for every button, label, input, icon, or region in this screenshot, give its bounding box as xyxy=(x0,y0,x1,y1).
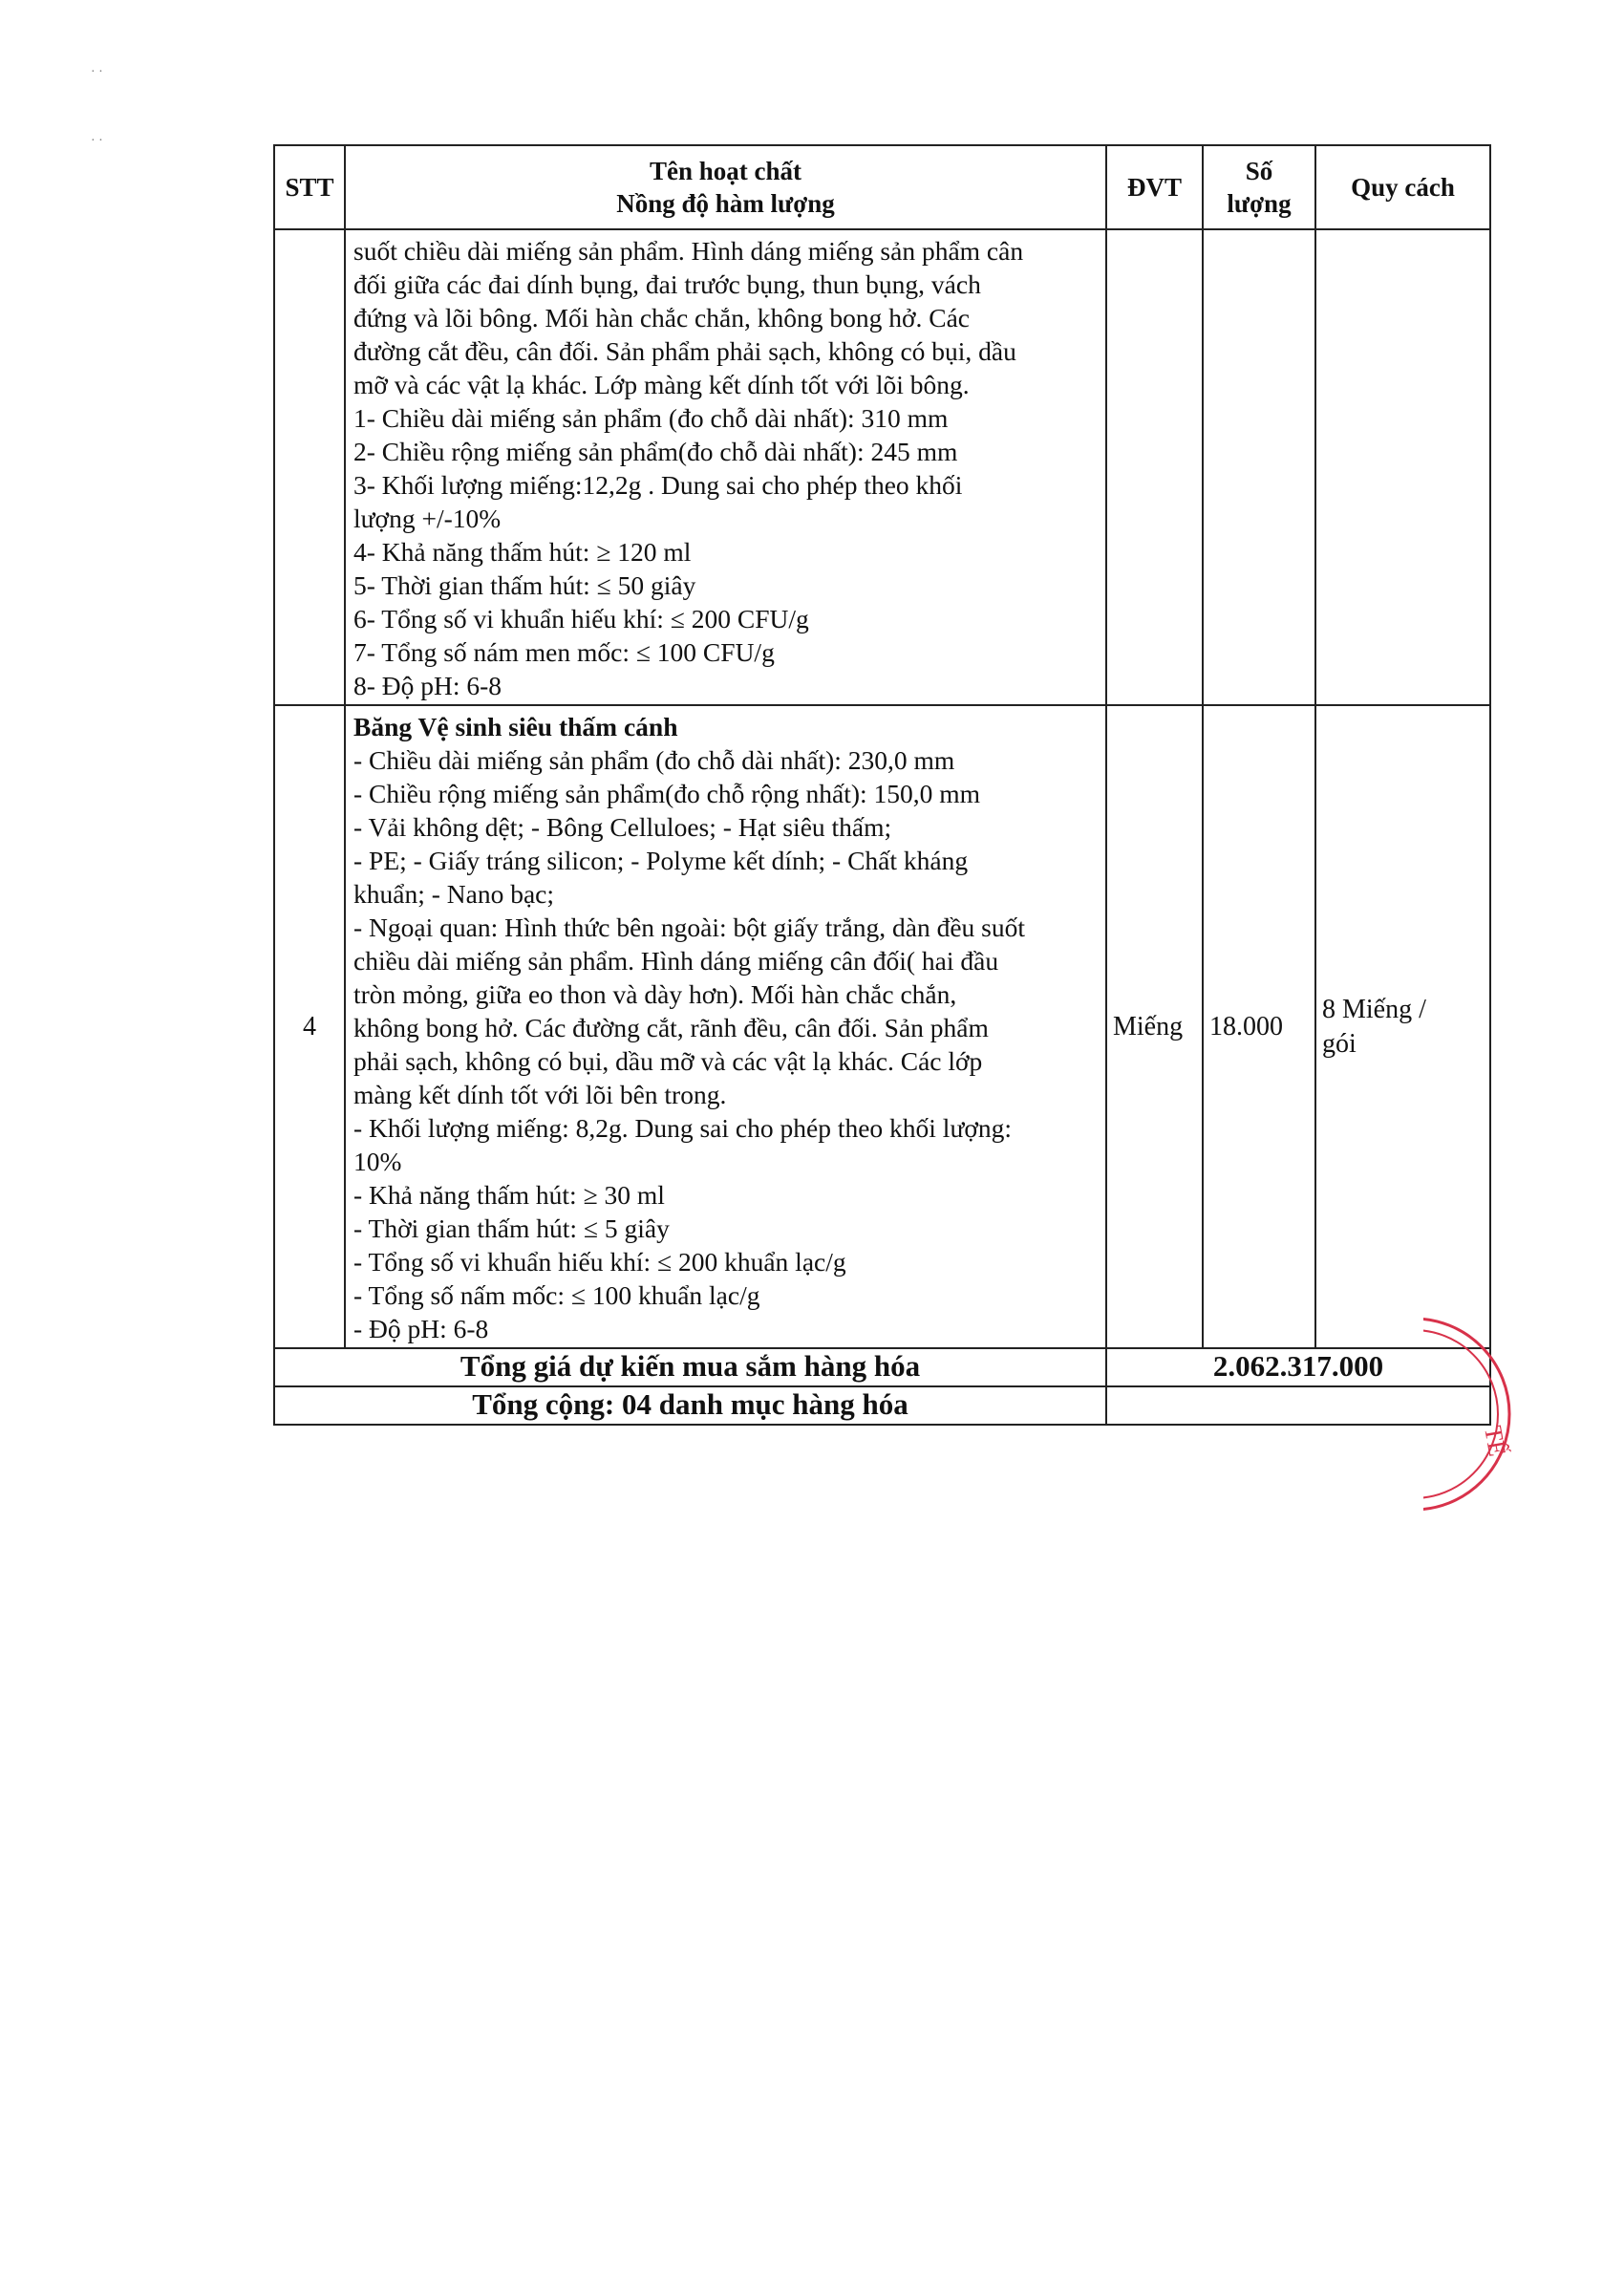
item-spec-lines xyxy=(353,743,1100,1345)
description-line: - Thời gian thấm hút: ≤ 5 giây xyxy=(353,1213,670,1243)
description-line: 10% xyxy=(353,1147,402,1176)
cell-dvt: Miếng xyxy=(1106,705,1203,1348)
header-qty-line1: Số xyxy=(1245,157,1273,185)
cell-qty-empty xyxy=(1203,229,1315,705)
item-description xyxy=(346,706,1105,1347)
header-qty-line2: lượng xyxy=(1227,189,1292,218)
item-title: Băng Vệ sinh siêu thấm cánh xyxy=(353,712,678,741)
description-line: khuẩn; - Nano bạc; xyxy=(353,879,554,909)
description-line: suốt chiều dài miếng sản phẩm. Hình dáng miếng sản phẩm cân xyxy=(353,236,1024,266)
header-row xyxy=(274,145,1490,229)
total-items-label: Tổng cộng: 04 danh mục hàng hóa xyxy=(274,1386,1106,1425)
cell-name xyxy=(345,705,1106,1348)
description-line: đối giữa các đai dính bụng, đai trước bụng, thun bụng, vách xyxy=(353,269,981,299)
description-line: đường cắt đều, cân đối. Sản phẩm phải sạch, không có bụi, dầu xyxy=(353,336,1016,366)
scan-speck: · · xyxy=(91,134,103,148)
description-line: - Khả năng thấm hút: ≥ 30 ml xyxy=(353,1180,665,1210)
description-line: 4- Khả năng thấm hút: ≥ 120 ml xyxy=(353,537,692,567)
spec-line1: 8 Miếng / xyxy=(1322,994,1426,1024)
spec-line2: gói xyxy=(1322,1028,1357,1059)
svg-text:TẾ: TẾ xyxy=(1479,1424,1512,1459)
description-line: 3- Khối lượng miếng:12,2g . Dung sai cho phép theo khối xyxy=(353,470,963,500)
header-name-line1: Tên hoạt chất xyxy=(649,157,801,185)
description-line: - Vải không dệt; - Bông Celluloes; - Hạt siêu thấm; xyxy=(353,812,892,842)
seal-stamp xyxy=(1423,1309,1567,1538)
cell-stt: 4 xyxy=(274,705,345,1348)
description-line: 5- Thời gian thấm hút: ≤ 50 giây xyxy=(353,570,696,600)
total-price-label: Tổng giá dự kiến mua sắm hàng hóa xyxy=(274,1348,1106,1386)
description-line: 6- Tổng số vi khuẩn hiếu khí: ≤ 200 CFU/g xyxy=(353,604,809,633)
total-price-row xyxy=(274,1348,1490,1386)
description-line: phải sạch, không có bụi, dầu mỡ và các vật lạ khác. Các lớp xyxy=(353,1046,983,1076)
cell-spec xyxy=(1315,705,1490,1348)
header-stt: STT xyxy=(274,145,345,229)
description-line: - Chiều dài miếng sản phẩm (đo chỗ dài nhất): 230,0 mm xyxy=(353,745,955,775)
cell-name-continued xyxy=(345,229,1106,705)
cell-dvt-empty xyxy=(1106,229,1203,705)
total-items-row xyxy=(274,1386,1490,1425)
continued-description xyxy=(346,230,1105,704)
description-line: 1- Chiều dài miếng sản phẩm (đo chỗ dài nhất): 310 mm xyxy=(353,403,949,433)
description-line: 2- Chiều rộng miếng sản phẩm(đo chỗ dài nhất): 245 mm xyxy=(353,437,958,466)
description-line: không bong hở. Các đường cắt, rãnh đều, cân đối. Sản phẩm xyxy=(353,1013,989,1042)
description-line: chiều dài miếng sản phẩm. Hình dáng miếng cân đối( hai đầu xyxy=(353,946,999,976)
seal-stamp-graphic xyxy=(1423,1309,1567,1538)
total-price-value: 2.062.317.000 xyxy=(1106,1348,1490,1386)
description-line: - Ngoại quan: Hình thức bên ngoài: bột giấy trắng, dàn đều suốt xyxy=(353,913,1026,942)
cell-qty: 18.000 xyxy=(1203,705,1315,1348)
goods-table xyxy=(273,144,1491,1426)
table-row-item xyxy=(274,705,1490,1348)
cell-spec-empty xyxy=(1315,229,1490,705)
description-line: tròn mỏng, giữa eo thon và dày hơn). Mối hàn chắc chắn, xyxy=(353,979,957,1009)
description-line: lượng +/-10% xyxy=(353,504,502,533)
header-qty xyxy=(1203,145,1315,229)
header-spec: Quy cách xyxy=(1315,145,1490,229)
cell-stt-empty xyxy=(274,229,345,705)
description-line: 7- Tổng số nám men mốc: ≤ 100 CFU/g xyxy=(353,637,775,667)
description-line: mỡ và các vật lạ khác. Lớp màng kết dính tốt với lõi bông. xyxy=(353,370,970,399)
description-line: - Khối lượng miếng: 8,2g. Dung sai cho phép theo khối lượng: xyxy=(353,1113,1013,1143)
description-line: - Tổng số nấm mốc: ≤ 100 khuẩn lạc/g xyxy=(353,1280,760,1310)
description-line: - Tổng số vi khuẩn hiếu khí: ≤ 200 khuẩn lạc/g xyxy=(353,1247,846,1277)
header-name-line2: Nồng độ hàm lượng xyxy=(616,189,835,218)
description-line: màng kết dính tốt với lõi bên trong. xyxy=(353,1080,727,1109)
header-name xyxy=(345,145,1106,229)
table-row-continued xyxy=(274,229,1490,705)
description-line: - Chiều rộng miếng sản phẩm(đo chỗ rộng nhất): 150,0 mm xyxy=(353,779,981,808)
header-dvt: ĐVT xyxy=(1106,145,1203,229)
description-line: - PE; - Giấy tráng silicon; - Polyme kết dính; - Chất kháng xyxy=(353,846,969,875)
description-line: 8- Độ pH: 6-8 xyxy=(353,671,502,700)
description-line: - Độ pH: 6-8 xyxy=(353,1314,489,1343)
scan-speck: · · xyxy=(91,65,103,79)
description-line: đứng và lõi bông. Mối hàn chắc chắn, không bong hở. Các xyxy=(353,303,971,333)
